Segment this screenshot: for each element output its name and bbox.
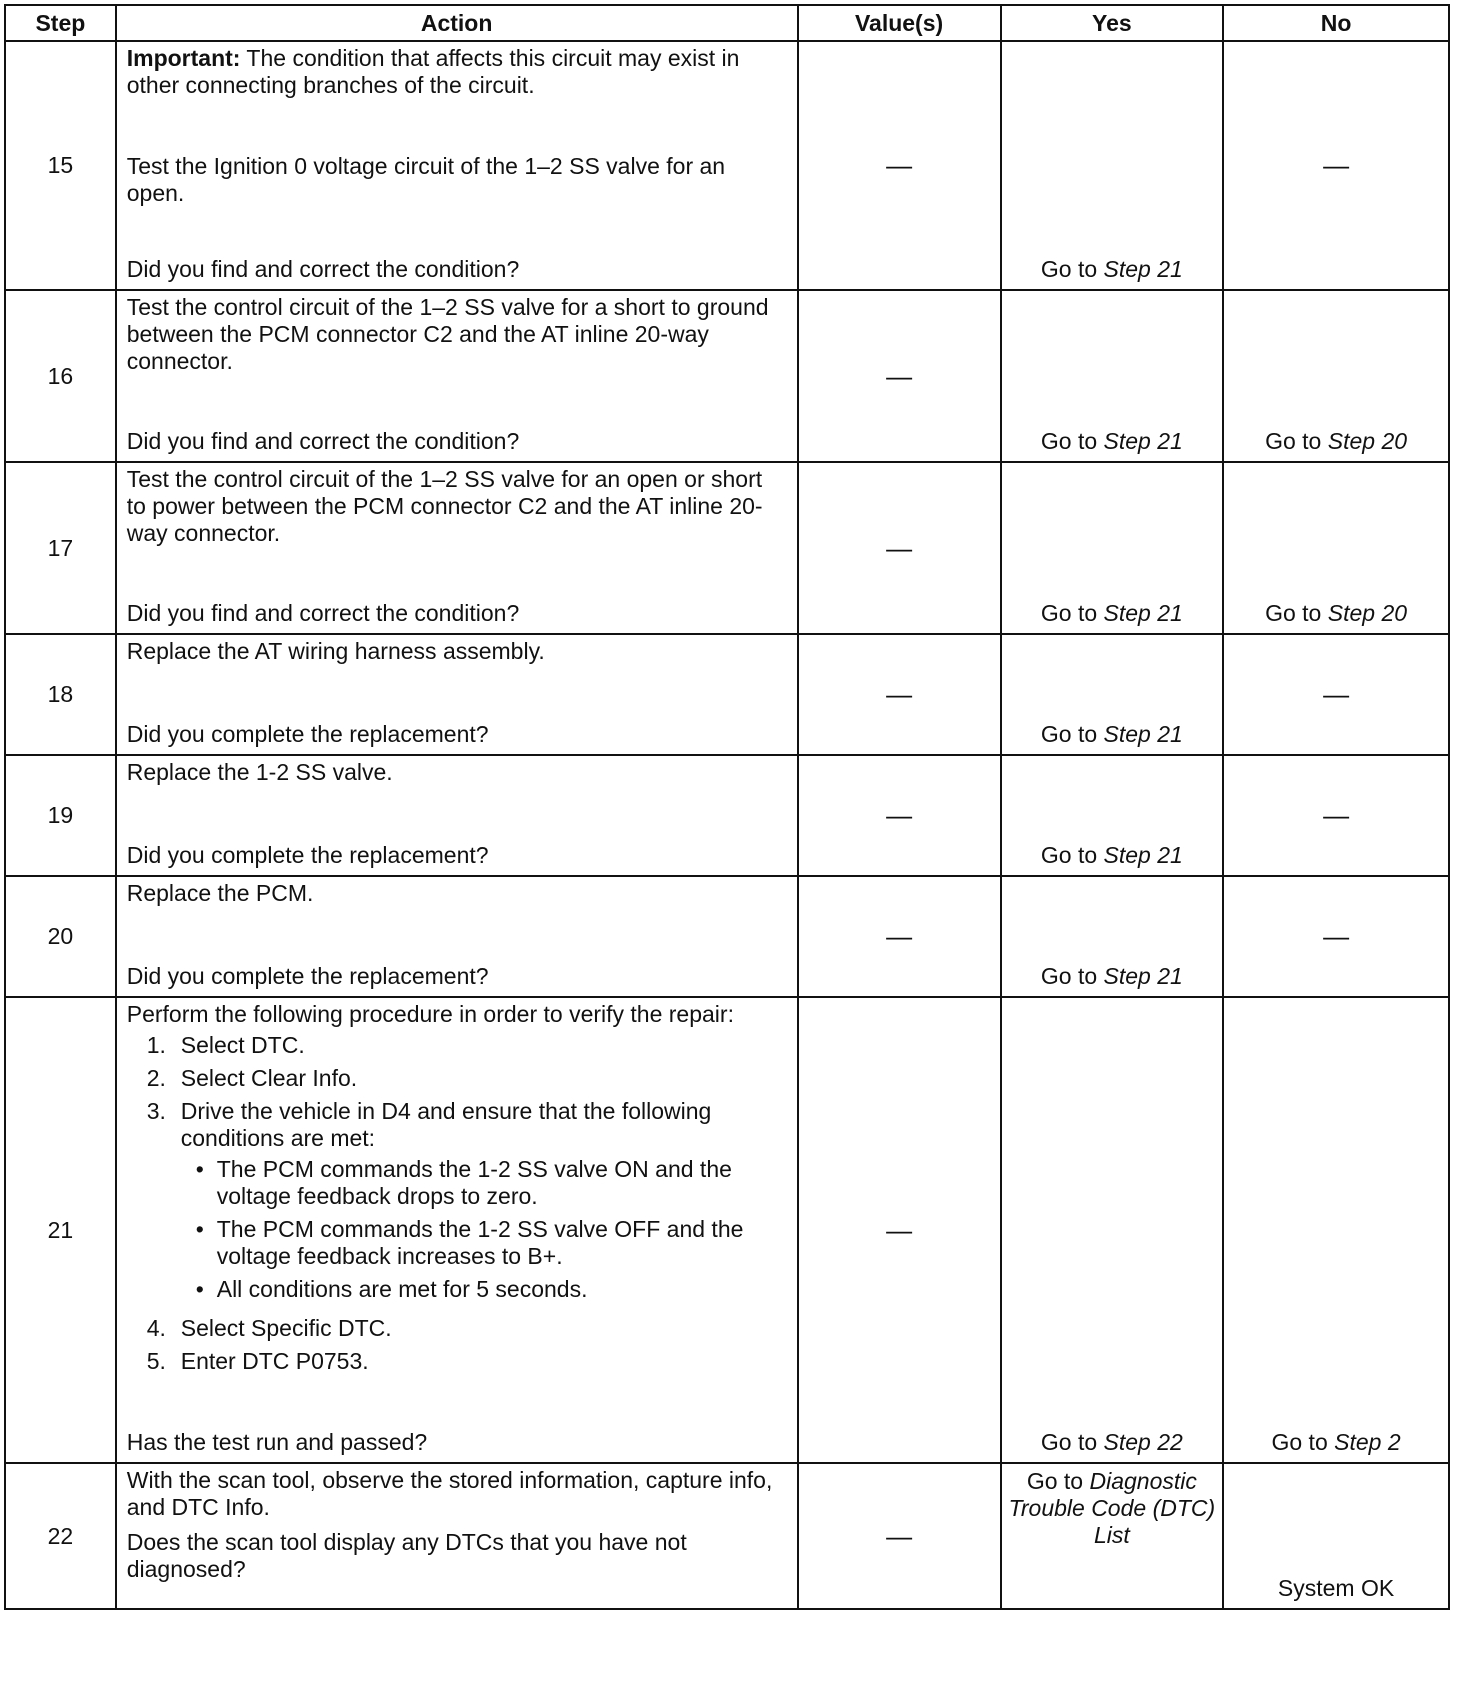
yes-cell [1001, 290, 1224, 462]
no-goto[interactable] [1224, 1429, 1448, 1456]
yes-cell [1001, 755, 1224, 876]
yes-goto[interactable] [1002, 1429, 1223, 1456]
goto-ref: Step 20 [1327, 428, 1408, 454]
step-number: 18 [5, 634, 116, 755]
header-yes: Yes [1001, 5, 1224, 41]
question-text: Did you find and correct the condition? [126, 600, 520, 626]
conditions-list [181, 1156, 787, 1303]
header-action: Action [116, 5, 798, 41]
yes-goto[interactable] [1002, 963, 1223, 990]
action-cell [116, 290, 798, 462]
table-header-row [5, 5, 1449, 41]
question-text: Does the scan tool display any DTCs that you have not diagnosed? [126, 1529, 687, 1582]
goto-ref: Step 21 [1103, 600, 1183, 626]
value-cell: — [798, 997, 1001, 1463]
question-text: Did you find and correct the condition? [126, 256, 520, 282]
goto-prefix: Go to [1040, 721, 1098, 747]
no-cell: — [1223, 41, 1449, 290]
important-note [127, 45, 787, 99]
table-row-step-22 [5, 1463, 1449, 1609]
value-cell: — [798, 462, 1001, 634]
yes-cell [1001, 997, 1224, 1463]
diagnostic-steps-table [4, 4, 1450, 1610]
procedure-list [127, 1032, 787, 1375]
yes-cell [1001, 41, 1224, 290]
yes-cell [1001, 634, 1224, 755]
value-cell: — [798, 634, 1001, 755]
action-text: Test the control circuit of the 1–2 SS valve for a short to ground between the PCM connector C2 and the AT inline 20-way connector. [126, 294, 769, 374]
goto-ref: Step 2 [1334, 1429, 1401, 1455]
yes-goto[interactable] [1002, 600, 1223, 627]
goto-prefix: Go to [1026, 1468, 1084, 1494]
yes-cell [1001, 876, 1224, 997]
procedure-step: 1. Select DTC. [146, 1032, 305, 1058]
question-text: Did you complete the replacement? [126, 963, 489, 989]
step-number: 21 [5, 997, 116, 1463]
goto-ref: Step 21 [1103, 256, 1183, 282]
goto-ref: Step 21 [1103, 963, 1183, 989]
yes-goto[interactable] [1002, 721, 1223, 748]
no-cell [1223, 1463, 1449, 1609]
action-text: Replace the 1-2 SS valve. [126, 759, 393, 785]
step-number: 16 [5, 290, 116, 462]
action-cell [116, 755, 798, 876]
action-text: Perform the following procedure in order to verify the repair: [126, 1001, 734, 1027]
no-goto[interactable] [1224, 600, 1448, 627]
no-cell: — [1223, 755, 1449, 876]
yes-cell [1001, 1463, 1224, 1609]
header-values: Value(s) [798, 5, 1001, 41]
table-row-step-21 [5, 997, 1449, 1463]
diagnostic-table-sheet [4, 4, 1450, 1694]
value-cell: — [798, 755, 1001, 876]
value-cell: — [798, 290, 1001, 462]
important-label: Important: [126, 45, 241, 71]
header-step: Step [5, 5, 116, 41]
yes-goto[interactable] [1002, 428, 1223, 455]
value-cell: — [798, 41, 1001, 290]
step-number: 15 [5, 41, 116, 290]
table-row-step-16 [5, 290, 1449, 462]
action-cell [116, 876, 798, 997]
table-row-step-17 [5, 462, 1449, 634]
table-row-step-15 [5, 41, 1449, 290]
action-cell [116, 634, 798, 755]
goto-prefix: Go to [1040, 842, 1098, 868]
question-text: Did you complete the replacement? [126, 842, 489, 868]
question-text: Did you complete the replacement? [126, 721, 489, 747]
action-cell [116, 1463, 798, 1609]
question-text: Has the test run and passed? [126, 1429, 428, 1455]
action-text: Test the Ignition 0 voltage circuit of the 1–2 SS valve for an open. [126, 153, 726, 206]
value-cell: — [798, 1463, 1001, 1609]
value-cell: — [798, 876, 1001, 997]
action-text: Test the control circuit of the 1–2 SS valve for an open or short to power between the PCM connector C2 and the AT inline 20-way connector. [126, 466, 763, 546]
table-row-step-20 [5, 876, 1449, 997]
question-text: Did you find and correct the condition? [126, 428, 520, 454]
no-goto[interactable] [1224, 428, 1448, 455]
no-cell [1223, 462, 1449, 634]
action-cell [116, 997, 798, 1463]
step-number: 20 [5, 876, 116, 997]
goto-ref: Step 20 [1327, 600, 1408, 626]
no-cell [1223, 997, 1449, 1463]
procedure-step: 3. Drive the vehicle in D4 and ensure that the following conditions are met: • The PCM commands the 1-2 SS valve ON and the voltage feedback drops to zero. • The PCM commands the 1-2 SS valve OFF and the voltage feedback increases to B+. • All conditions are met for 5 seconds. [147, 1098, 787, 1309]
goto-ref: Step 22 [1103, 1429, 1183, 1455]
yes-goto[interactable] [1002, 842, 1223, 869]
header-no: No [1223, 5, 1449, 41]
table-row-step-18 [5, 634, 1449, 755]
yes-goto[interactable] [1002, 256, 1223, 283]
important-text: The condition that affects this circuit may exist in other connecting branches of the circuit. [126, 45, 740, 98]
condition-item: • All conditions are met for 5 seconds. [195, 1276, 588, 1302]
procedure-step: 2. Select Clear Info. [146, 1065, 358, 1091]
action-text: With the scan tool, observe the stored information, capture info, and DTC Info. [126, 1467, 773, 1520]
goto-ref: Step 21 [1103, 721, 1183, 747]
action-cell [116, 41, 798, 290]
step-number: 19 [5, 755, 116, 876]
goto-prefix: Go to [1040, 428, 1098, 454]
goto-ref: Diagnostic Trouble Code (DTC) List [1008, 1468, 1216, 1548]
goto-ref: Step 21 [1103, 428, 1183, 454]
condition-item: • The PCM commands the 1-2 SS valve ON and the voltage feedback drops to zero. [195, 1156, 732, 1209]
action-text: Replace the PCM. [126, 880, 314, 906]
goto-prefix: Go to [1040, 963, 1098, 989]
condition-item: • The PCM commands the 1-2 SS valve OFF and the voltage feedback increases to B+. [195, 1216, 744, 1269]
goto-prefix: Go to [1271, 1429, 1328, 1455]
no-cell [1223, 290, 1449, 462]
goto-ref: Step 21 [1103, 842, 1183, 868]
action-cell [116, 462, 798, 634]
no-cell: — [1223, 634, 1449, 755]
no-cell: — [1223, 876, 1449, 997]
action-text: Replace the AT wiring harness assembly. [126, 638, 545, 664]
goto-prefix: Go to [1040, 256, 1098, 282]
system-ok-text: System OK [1277, 1575, 1395, 1601]
goto-prefix: Go to [1040, 1429, 1098, 1455]
goto-prefix: Go to [1265, 600, 1322, 626]
procedure-step: 5. Enter DTC P0753. [146, 1348, 369, 1374]
table-row-step-19 [5, 755, 1449, 876]
yes-goto[interactable] [1002, 1464, 1223, 1549]
procedure-step: 4. Select Specific DTC. [146, 1315, 392, 1341]
step-number: 17 [5, 462, 116, 634]
goto-prefix: Go to [1040, 600, 1098, 626]
yes-cell [1001, 462, 1224, 634]
goto-prefix: Go to [1265, 428, 1322, 454]
step-number: 22 [5, 1463, 116, 1609]
